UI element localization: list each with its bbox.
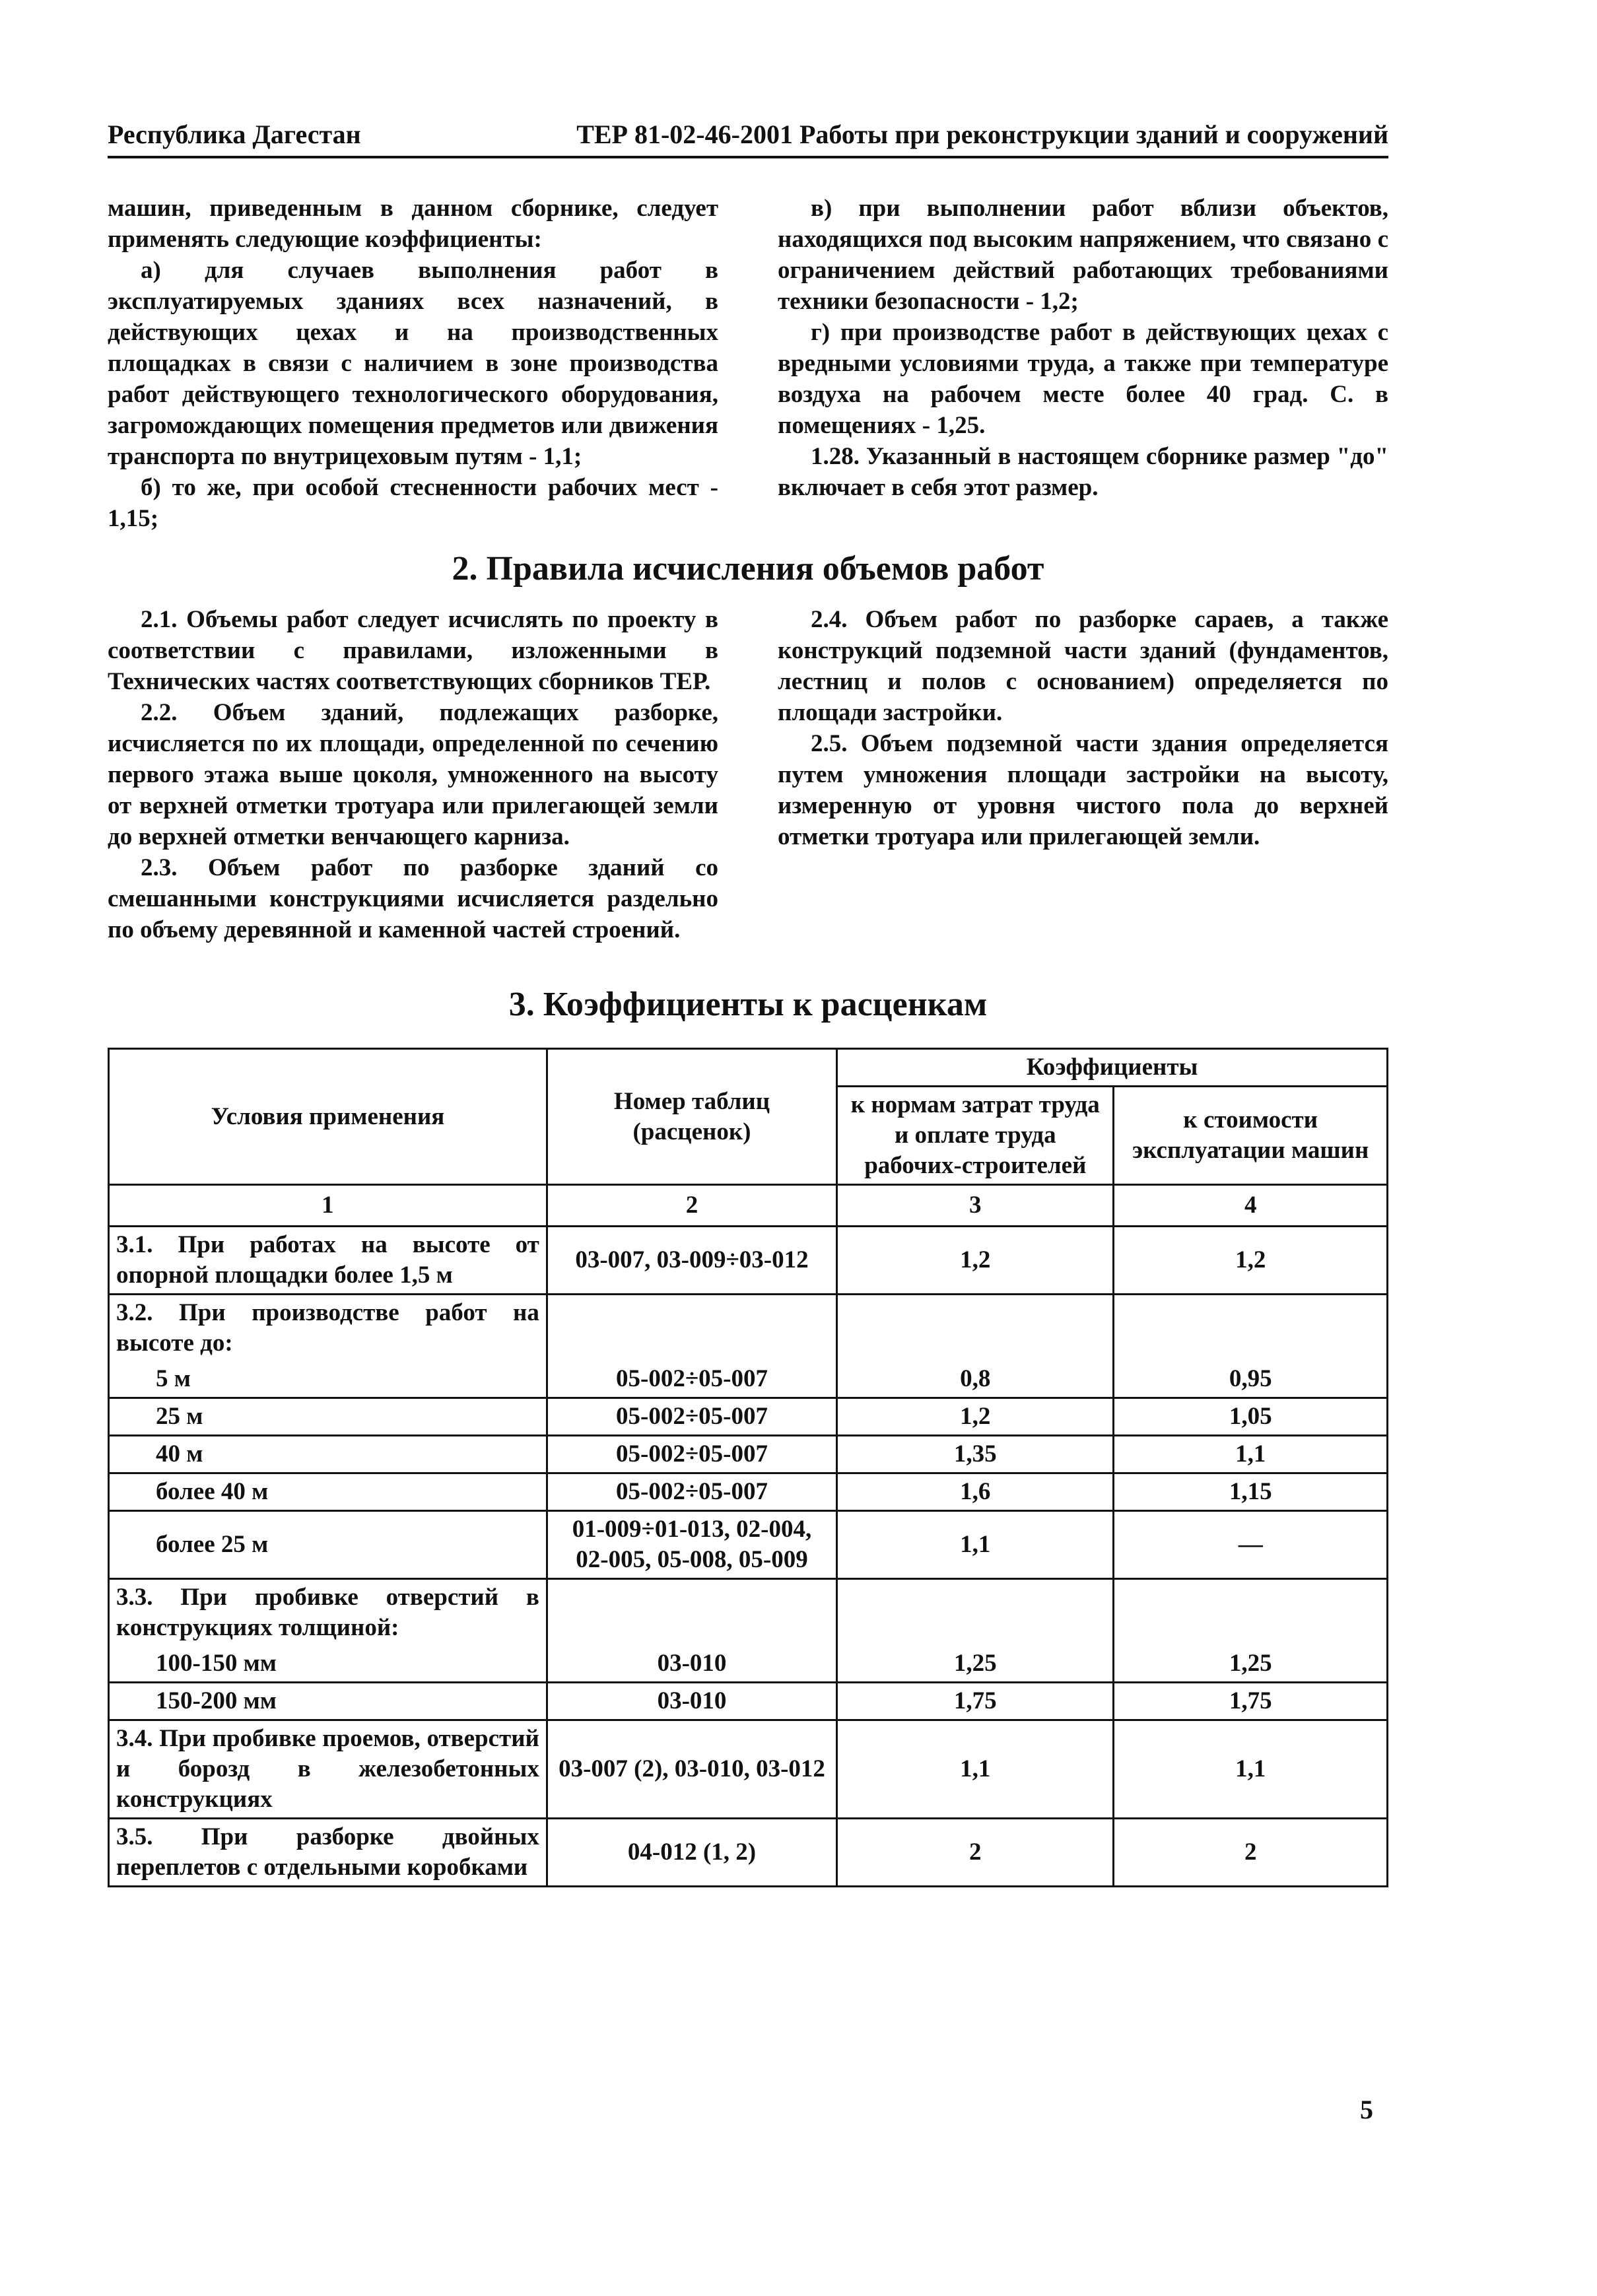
table-row bbox=[109, 1473, 1388, 1511]
paragraph: 2.1. Объемы работ следует исчислять по проекту в соответствии с правилами, изложенными в Технических частях соответствующих сборников ТЕР. bbox=[108, 606, 718, 695]
paragraph: 2.2. Объем зданий, подлежащих разборке, исчисляется по их площади, определенной по сечению первого этажа выше цоколя, умноженного на высоту от верхней отметки тротуара или прилегающей земли до верхней отметки венчающего карниза. bbox=[108, 699, 718, 850]
header-rule bbox=[108, 156, 1388, 158]
row-machines bbox=[1114, 1579, 1388, 1646]
row-tables bbox=[547, 1295, 836, 1362]
table-row bbox=[109, 1295, 1388, 1362]
column-number-row bbox=[109, 1185, 1388, 1227]
header-machines: к стоимости эксплуатации машин bbox=[1114, 1087, 1388, 1185]
section-3-title: 3. Коэффициенты к расценкам bbox=[508, 986, 988, 1023]
row-machines: 1,2 bbox=[1114, 1227, 1388, 1295]
section-2-right-column bbox=[778, 604, 1388, 852]
row-condition: 3.3. При пробивке отверстий в конструкциях толщиной: bbox=[109, 1579, 547, 1646]
row-labor bbox=[837, 1579, 1114, 1646]
row-labor bbox=[837, 1295, 1114, 1362]
row-labor: 1,6 bbox=[837, 1473, 1114, 1511]
table-row bbox=[109, 1819, 1388, 1887]
section-2-title: 2. Правила исчисления объемов работ bbox=[452, 550, 1044, 588]
table-row bbox=[109, 1227, 1388, 1295]
header-coefficients: Коэффициенты bbox=[837, 1049, 1388, 1087]
paragraph: 1.28. Указанный в настоящем сборнике размер "до" включает в себя этот размер. bbox=[778, 443, 1388, 501]
table-row bbox=[109, 1511, 1388, 1579]
row-labor: 1,75 bbox=[837, 1683, 1114, 1720]
paragraph: 2.5. Объем подземной части здания определяется путем умножения площади застройки на высоту, измеренную от уровня чистого пола до верхней отметки тротуара или прилегающей земли. bbox=[778, 730, 1388, 850]
row-tables: 03-007 (2), 03-010, 03-012 bbox=[547, 1720, 836, 1819]
row-condition: 25 м bbox=[109, 1398, 547, 1436]
row-tables: 03-007, 03-009÷03-012 bbox=[547, 1227, 836, 1295]
paragraph: в) при выполнении работ вблизи объектов, находящихся под высоким напряжением, что связано с ограничением действий работающих требованиями техники безопасности - 1,2; bbox=[778, 195, 1388, 315]
row-condition: 100-150 мм bbox=[109, 1646, 547, 1683]
row-tables: 01-009÷01-013, 02-004, 02-005, 05-008, 05-009 bbox=[547, 1511, 836, 1579]
paragraph: б) то же, при особой стесненности рабочих мест - 1,15; bbox=[108, 474, 718, 532]
row-machines: — bbox=[1114, 1511, 1388, 1579]
column-number: 4 bbox=[1114, 1185, 1388, 1227]
row-labor: 0,8 bbox=[837, 1361, 1114, 1398]
row-labor: 1,2 bbox=[837, 1227, 1114, 1295]
row-condition: 3.1. При работах на высоте от опорной площадки более 1,5 м bbox=[109, 1227, 547, 1295]
intro-right-column bbox=[778, 193, 1388, 503]
table-row bbox=[109, 1579, 1388, 1646]
column-number: 3 bbox=[837, 1185, 1114, 1227]
row-condition: 3.4. При пробивке проемов, отверстий и борозд в железобетонных конструкциях bbox=[109, 1720, 547, 1819]
row-machines: 1,1 bbox=[1114, 1436, 1388, 1473]
row-condition: более 40 м bbox=[109, 1473, 547, 1511]
paragraph: 2.4. Объем работ по разборке сараев, а также конструкций подземной части зданий (фундаментов, лестниц и полов с основанием) определяется по площади застройки. bbox=[778, 606, 1388, 726]
column-number: 2 bbox=[547, 1185, 836, 1227]
row-condition: 150-200 мм bbox=[109, 1683, 547, 1720]
row-labor: 1,1 bbox=[837, 1720, 1114, 1819]
header-document-title: ТЕР 81-02-46-2001 Работы при реконструкции зданий и сооружений bbox=[576, 119, 1388, 149]
paragraph: г) при производстве работ в действующих цехах с вредными условиями труда, а также при температуре воздуха на рабочем месте более 40 град. С. в помещениях - 1,25. bbox=[778, 319, 1388, 439]
row-labor: 2 bbox=[837, 1819, 1114, 1887]
row-tables: 04-012 (1, 2) bbox=[547, 1819, 836, 1887]
table-row bbox=[109, 1720, 1388, 1819]
row-tables: 05-002÷05-007 bbox=[547, 1436, 836, 1473]
paragraph: машин, приведенным в данном сборнике, следует применять следующие коэффициенты: bbox=[108, 195, 718, 253]
header-conditions: Условия применения bbox=[109, 1049, 547, 1185]
row-condition: 3.2. При производстве работ на высоте до: bbox=[109, 1295, 547, 1362]
row-condition: 40 м bbox=[109, 1436, 547, 1473]
header-tables: Номер таблиц (расценок) bbox=[547, 1049, 836, 1185]
row-machines: 1,15 bbox=[1114, 1473, 1388, 1511]
row-labor: 1,1 bbox=[837, 1511, 1114, 1579]
table-row bbox=[109, 1683, 1388, 1720]
table-row bbox=[109, 1398, 1388, 1436]
header-labor: к нормам затрат труда и оплате труда рабочих-строителей bbox=[837, 1087, 1114, 1185]
coefficients-table bbox=[108, 1048, 1388, 1887]
table-row bbox=[109, 1436, 1388, 1473]
row-labor: 1,2 bbox=[837, 1398, 1114, 1436]
row-labor: 1,25 bbox=[837, 1646, 1114, 1683]
row-machines: 1,05 bbox=[1114, 1398, 1388, 1436]
table-header-row bbox=[109, 1049, 1388, 1087]
row-labor: 1,35 bbox=[837, 1436, 1114, 1473]
row-machines bbox=[1114, 1295, 1388, 1362]
column-number: 1 bbox=[109, 1185, 547, 1227]
row-machines: 1,1 bbox=[1114, 1720, 1388, 1819]
header-region: Республика Дагестан bbox=[108, 119, 361, 149]
row-tables: 03-010 bbox=[547, 1646, 836, 1683]
row-tables: 03-010 bbox=[547, 1683, 836, 1720]
row-tables bbox=[547, 1579, 836, 1646]
row-tables: 05-002÷05-007 bbox=[547, 1361, 836, 1398]
row-condition: 3.5. При разборке двойных переплетов с отдельными коробками bbox=[109, 1819, 547, 1887]
table-row bbox=[109, 1361, 1388, 1398]
row-machines: 0,95 bbox=[1114, 1361, 1388, 1398]
row-machines: 1,75 bbox=[1114, 1683, 1388, 1720]
section-2-left-column bbox=[108, 604, 718, 945]
table-row bbox=[109, 1646, 1388, 1683]
row-machines: 2 bbox=[1114, 1819, 1388, 1887]
paragraph: а) для случаев выполнения работ в эксплуатируемых зданиях всех назначений, в действующих цехах и на производственных площадках в связи с наличием в зоне производства работ действующего технологического оборудования, загромождающих помещения предметов или движения транспорта по внутрицеховым путям - 1,1; bbox=[108, 257, 718, 470]
row-condition: 5 м bbox=[109, 1361, 547, 1398]
row-condition: более 25 м bbox=[109, 1511, 547, 1579]
intro-left-column bbox=[108, 193, 718, 534]
row-tables: 05-002÷05-007 bbox=[547, 1473, 836, 1511]
row-tables: 05-002÷05-007 bbox=[547, 1398, 836, 1436]
page-number: 5 bbox=[1360, 2095, 1373, 2124]
row-machines: 1,25 bbox=[1114, 1646, 1388, 1683]
paragraph: 2.3. Объем работ по разборке зданий со смешанными конструкциями исчисляется раздельно по объему деревянной и каменной частей строений. bbox=[108, 854, 718, 943]
